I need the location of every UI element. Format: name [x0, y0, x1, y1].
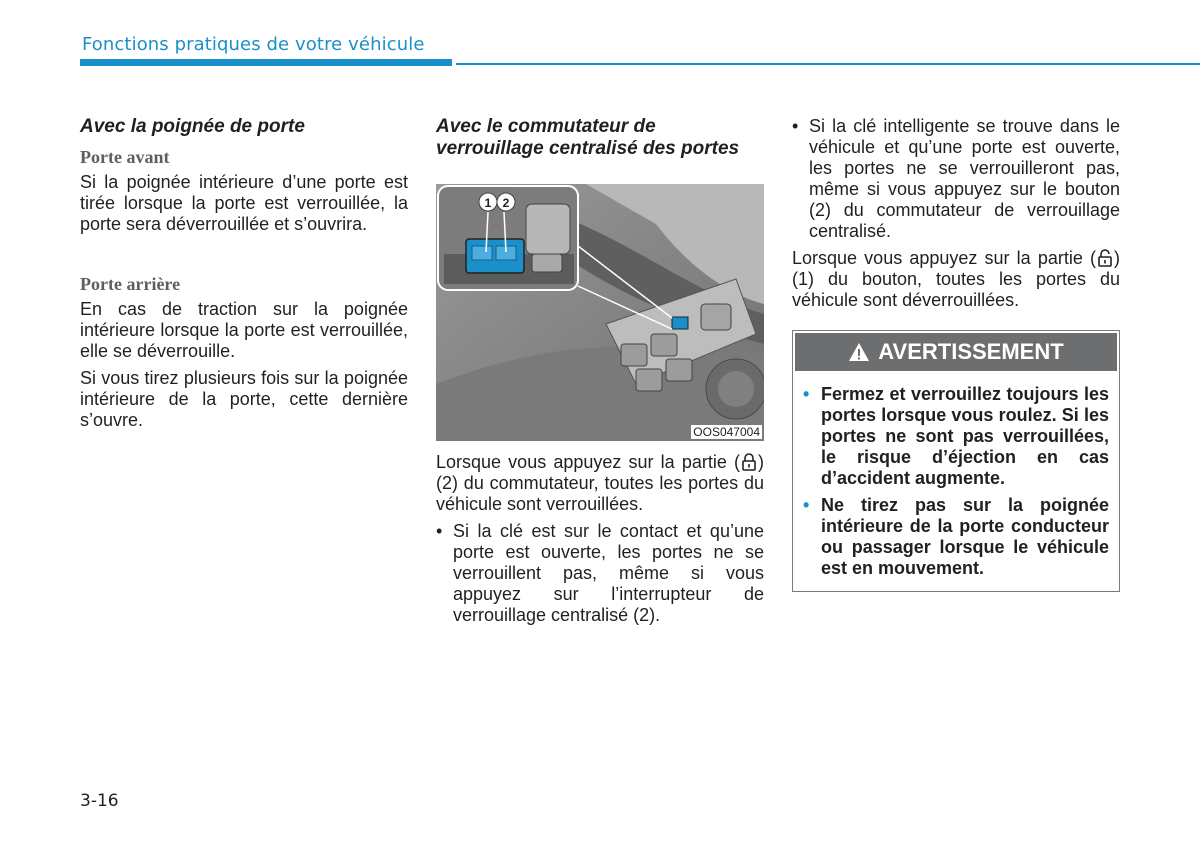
warning-triangle-icon [848, 342, 870, 362]
unlock-paragraph-start: Lorsque vous appuyez sur la partie ( [792, 248, 1096, 268]
unlock-icon [1096, 248, 1114, 268]
smart-key-notes-list [792, 116, 1120, 242]
unlock-paragraph [792, 248, 1120, 311]
warning-body [793, 373, 1119, 591]
lock-paragraph-start: Lorsque vous appuyez sur la partie ( [436, 452, 740, 472]
rear-door-text-2: Si vous tirez plusieurs fois sur la poignée intérieure de la porte, cette dernière s’ouvre. [80, 368, 408, 430]
warning-header [793, 331, 1119, 373]
front-door-text: Si la poignée intérieure d’une porte est tirée lorsque la porte est verrouillée, la porte sera déverrouillée et s’ouvrira. [80, 172, 408, 234]
door-panel-figure [436, 184, 764, 441]
callout-2: 2 [502, 196, 510, 210]
warning-title: AVERTISSEMENT [878, 339, 1064, 364]
callout-1: 1 [484, 196, 492, 210]
subheading-front-door: Porte avant [80, 147, 170, 167]
list-item: • Si la clé est sur le contact et qu’une porte est ouverte, les portes ne se verrouillent pas, même si vous appuyez sur l’interrupteur de verrouillage centralisé (2). [436, 521, 764, 626]
lock-icon [740, 452, 758, 472]
header-rule-thick [80, 59, 452, 66]
column-2 [436, 116, 764, 626]
section-heading-central-lock: Avec le commutateur de verrouillage centralisé des portes [436, 116, 740, 159]
door-panel-illustration [436, 184, 764, 441]
header-rule-thin [456, 63, 1200, 65]
rear-door-text-1: En cas de traction sur la poignée intérieure lorsque la porte est verrouillée, elle se déverrouille. [80, 299, 408, 361]
column-1 [80, 116, 408, 431]
figure-caption: OOS047004 [693, 425, 760, 439]
header-title: Fonctions pratiques de votre véhicule [82, 34, 425, 55]
unlock-paragraph-end: ) (1) du bouton, toutes les portes du véhicule sont déverrouillées. [792, 248, 1120, 310]
column-3 [792, 116, 1120, 592]
lock-paragraph [436, 452, 764, 515]
section-heading-door-handle: Avec la poignée de porte [80, 116, 305, 137]
page-number: 3-16 [80, 791, 119, 811]
list-item: • Si la clé intelligente se trouve dans le véhicule et qu’une porte est ouverte, les portes ne se verrouilleront pas, même si vous appuyez sur le bouton (2) du commutateur de verrouillage centralisé. [792, 116, 1120, 242]
warning-item: • Fermez et verrouillez toujours les portes lorsque vous roulez. Si les portes ne sont pas verrouillées, le risque d’éjection en cas d’accident augmente. [801, 384, 1109, 489]
lock-notes-list [436, 521, 764, 626]
warning-item: • Ne tirez pas sur la poignée intérieure de la porte conducteur ou passager lorsque le véhicule est en mouvement. [801, 495, 1109, 579]
lock-paragraph-end: ) (2) du commutateur, toutes les portes du véhicule sont verrouillées. [436, 452, 764, 514]
subheading-rear-door: Porte arrière [80, 274, 181, 294]
warning-box [792, 330, 1120, 592]
